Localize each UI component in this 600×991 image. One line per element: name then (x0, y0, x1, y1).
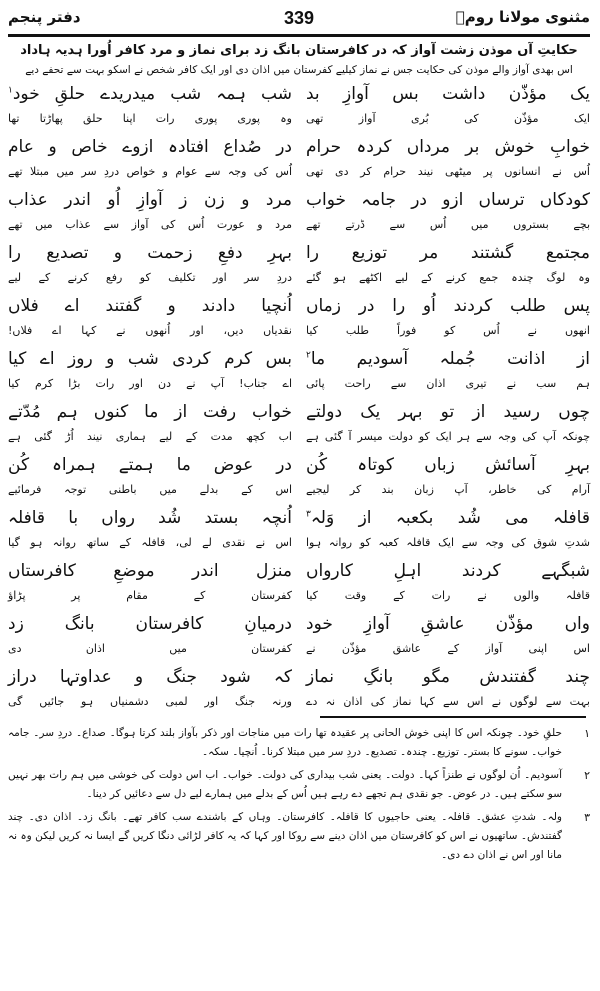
story-subtitle: اس بھدی آواز والے موذن کی حکایت جس نے نماز کیلیے کفرستان میں اذان دی اور ایک کافر شخص نے اسکو بہت سے تحفے دیے (25, 64, 573, 76)
verses (8, 80, 590, 712)
first-hemistich (306, 186, 590, 215)
first-hemistich (306, 398, 590, 427)
couplet (8, 133, 590, 182)
persian-verse (8, 610, 590, 639)
second-hemistich (8, 292, 292, 321)
second-hemistich (8, 398, 292, 427)
page-header (8, 6, 590, 37)
first-translation: ایک مؤذّن کی بُری آواز تھی (306, 112, 590, 125)
urdu-translation (8, 533, 590, 553)
urdu-translation (8, 215, 590, 235)
persian-verse (8, 504, 590, 533)
verse-text: چوں رسید از تو بہر یک دولتے (306, 402, 590, 422)
first-translation: اُس نے انسانوں پر میٹھی نیند حرام کر دی تھی (306, 165, 590, 178)
verse-text: در عوض ما ہمتے ہمراہ کُن (8, 455, 292, 475)
second-translation: اے جناب! آپ نے دن اور رات بڑا کرم کیا (8, 377, 292, 390)
urdu-translation (8, 162, 590, 182)
couplet (8, 398, 590, 447)
verse-text: اُنچہ بستد شُد رواں با قافلہ (8, 508, 292, 528)
couplet (8, 663, 590, 712)
first-translation: بہت سے لوگوں نے اس سے کہا نماز کی اذان نہ دے (306, 695, 590, 708)
verse-text: بہرِ آسائش زباں کوتاہ کُن (306, 455, 590, 475)
urdu-translation (8, 109, 590, 129)
verse-text: قافلہ می شُد بکعبہ از وَلہ (310, 508, 590, 528)
second-translation: اس نے نقدی لے لی، قافلہ کے ساتھ روانہ ہو گیا (8, 536, 292, 549)
couplet (8, 345, 590, 394)
footnotes (8, 724, 590, 865)
story-title: حکایتِ آں موذن زشت آواز کہ در کافرستان بانگ زد برای نماز و مرد کافر اُورا ہدیہ ہاداد (20, 43, 578, 58)
urdu-translation (8, 692, 590, 712)
first-hemistich (306, 80, 590, 109)
urdu-translation (8, 321, 590, 341)
second-hemistich (8, 80, 292, 109)
first-translation: چونکہ آپ کی وجہ سے ہر ایک کو دولت میسر آ گئی ہے (306, 430, 590, 443)
second-hemistich (8, 186, 292, 215)
first-translation: وہ لوگ چندہ جمع کرنے کے لیے اکٹھے ہو گئے (306, 271, 590, 284)
urdu-translation (8, 639, 590, 659)
volume-label: دفتر پنجم (8, 8, 81, 26)
second-translation: دردِ سر اور تکلیف کو رفع کرنے کے لیے (8, 271, 292, 284)
first-translation: انھوں نے اُس کو فوراً طلب کیا (306, 324, 590, 337)
footnote (8, 724, 590, 762)
second-hemistich (8, 345, 292, 374)
verse-text: کہ شود جنگ و عداوتہا دراز (8, 667, 292, 687)
verse-text: در صُداع افتادہ ازوے خاص و عام (8, 137, 292, 157)
couplet (8, 451, 590, 500)
page-number: 339 (283, 8, 315, 28)
footnote-number: ۲ (584, 769, 590, 782)
second-hemistich (8, 239, 292, 268)
first-translation: قافلہ والوں نے رات کے وقت کیا (306, 589, 590, 602)
urdu-translation (8, 374, 590, 394)
verse-text: مرد و زن ز آوازِ اُو اندر عذاب (8, 190, 292, 210)
first-translation: آرام کی خاطر، آپ زبان بند کر لیجیے (306, 483, 590, 496)
persian-verse (8, 557, 590, 586)
couplet (8, 610, 590, 659)
urdu-translation (8, 480, 590, 500)
persian-verse (8, 186, 590, 215)
persian-verse (8, 345, 590, 374)
verse-text: خوابِ خوش بر مرداں کردہ حرام (306, 137, 590, 157)
verse-text: شبگہے کردند اہلِ کارواں (306, 561, 590, 581)
couplet (8, 80, 590, 129)
verse-text: بہرِ دفعِ زحمت و تصدیع را (8, 243, 292, 263)
persian-verse (8, 239, 590, 268)
couplet (8, 557, 590, 606)
first-hemistich (306, 663, 590, 692)
second-translation: ورنہ جنگ اور لمبی دشمنیاں ہو جائیں گی (8, 695, 292, 708)
footnote-divider (320, 716, 586, 718)
first-translation: بچے بستروں میں اُس سے ڈرتے تھے (306, 218, 590, 231)
verse-text: خواب رفت از ما کنوں ہم مُدّتے (8, 402, 292, 422)
couplet (8, 239, 590, 288)
second-translation: مرد و عورت اُس کی آواز سے عذاب میں تھے (8, 218, 292, 231)
footnote-number: ۱ (584, 727, 590, 740)
footnote-text: حلقِ خود۔ چونکہ اس کا اپنی خوش الحانی پر عقیدہ تھا رات میں مناجات اور ذکر بآواز بلند کرتا ہوگا۔ صداع۔ دردِ سر۔ جامہ خواب۔ سونے کا بستر۔ توزیع۔ چندہ۔ تصدیع۔ دردِ سر میں مبتلا کرنا۔ اُنچیا۔ سکہ۔ (8, 727, 562, 758)
footnote-text: ولہ۔ شدتِ عشق۔ قافلہ۔ یعنی حاجیوں کا قافلہ۔ کافرستان۔ وہاں کے باشندے سب کافر تھے۔ بانگ زد۔ اذان دی۔ چند گفتندش۔ ساتھیوں نے اس کو کافرستان میں اذان دینے سے روکا اور کہا کہ یہ کافر لڑائی دنگا کریں گے ایسا نہ کریں لیکن وہ نہ مانا اور اس نے اذان دے دی۔ (8, 811, 562, 861)
verse-text: اُنچیا دادند و گفتند اے فلاں (8, 296, 292, 316)
couplet (8, 186, 590, 235)
second-hemistich (8, 610, 292, 639)
persian-verse (8, 80, 590, 109)
verse-text: مجتمع گشتند مر توزیع را (306, 243, 590, 263)
footnote-marker: ۲ (306, 350, 311, 361)
footnote-text: آسودیم۔ اُن لوگوں نے طنزاً کہا۔ دولت۔ یعنی شب بیداری کی دولت۔ خواب۔ اب اس دولت کی خوشی میں ہم رات بھر نہیں سو سکتے ہیں۔ در عوض۔ جو نقدی ہم تجھے دے رہے ہیں اُس کے بدلے میں ہمارے لیے دل سے دعائیں کر دینا۔ (8, 769, 562, 800)
urdu-translation (8, 586, 590, 606)
first-translation: شدتِ شوق کی وجہ سے ایک قافلہ کعبہ کو روانہ ہوا (306, 536, 590, 549)
second-translation: اب کچھ مدت کے لیے ہماری نیند اُڑ گئی ہے (8, 430, 292, 443)
footnote (8, 808, 590, 865)
verse-text: درمیانِ کافرستان بانگ زد (8, 614, 292, 634)
verse-text: واں مؤذّن عاشقِ آوازِ خود (306, 614, 590, 634)
persian-verse (8, 398, 590, 427)
second-translation: اس کے بدلے میں باطنی توجہ فرمائیے (8, 483, 292, 496)
second-hemistich (8, 133, 292, 162)
second-hemistich (8, 663, 292, 692)
verse-text: شب ہمہ شب میدریدے حلقِ خود (12, 84, 292, 104)
first-translation: اس اپنی آواز کے عاشق مؤذّن نے (306, 642, 590, 655)
verse-text: کودکاں ترساں ازو در جامہ خواب (306, 190, 590, 210)
urdu-translation (8, 427, 590, 447)
first-hemistich (306, 133, 590, 162)
first-hemistich (306, 504, 590, 533)
second-translation: وہ پوری پوری رات اپنا حلق پھاڑتا تھا (8, 112, 292, 125)
first-hemistich (306, 345, 590, 374)
second-translation: نقدیاں دیں، اور اُنھوں نے کہا اے فلاں! (8, 324, 292, 337)
second-hemistich (8, 504, 292, 533)
urdu-translation (8, 268, 590, 288)
verse-text: منزل اندر موضعِ کافرستاں (8, 561, 292, 581)
footnote-marker: ۳ (306, 509, 311, 520)
first-hemistich (306, 239, 590, 268)
persian-verse (8, 133, 590, 162)
verse-text: چند گفتندش مگو بانگِ نماز (306, 667, 590, 687)
couplet (8, 504, 590, 553)
verse-text: بس کرم کردی شب و روز اے کیا (8, 349, 292, 369)
first-hemistich (306, 610, 590, 639)
second-translation: اُس کی وجہ سے عوام و خواص دردِ سر میں مبتلا تھے (8, 165, 292, 178)
second-translation: کفرستان میں اذان دی (8, 642, 292, 655)
footnote-marker: ۱ (8, 85, 13, 96)
footnote (8, 766, 590, 804)
verse-text: یک مؤذّن داشت بس آوازِ بد (306, 84, 590, 104)
first-hemistich (306, 557, 590, 586)
first-hemistich (306, 292, 590, 321)
second-hemistich (8, 451, 292, 480)
second-translation: کفرستان کے مقام پر پڑاؤ (8, 589, 292, 602)
first-hemistich (306, 451, 590, 480)
couplet (8, 292, 590, 341)
second-hemistich (8, 557, 292, 586)
verse-text: پس طلب کردند اُو را در زماں (306, 296, 590, 316)
book-title: مثنوی مولانا رومؒ (455, 8, 590, 26)
persian-verse (8, 451, 590, 480)
footnote-number: ۳ (584, 811, 590, 824)
persian-verse (8, 663, 590, 692)
verse-text: از اذانت جُملہ آسودیم ما (310, 349, 590, 369)
first-translation: ہم سب نے تیری اذان سے راحت پائی (306, 377, 590, 390)
persian-verse (8, 292, 590, 321)
